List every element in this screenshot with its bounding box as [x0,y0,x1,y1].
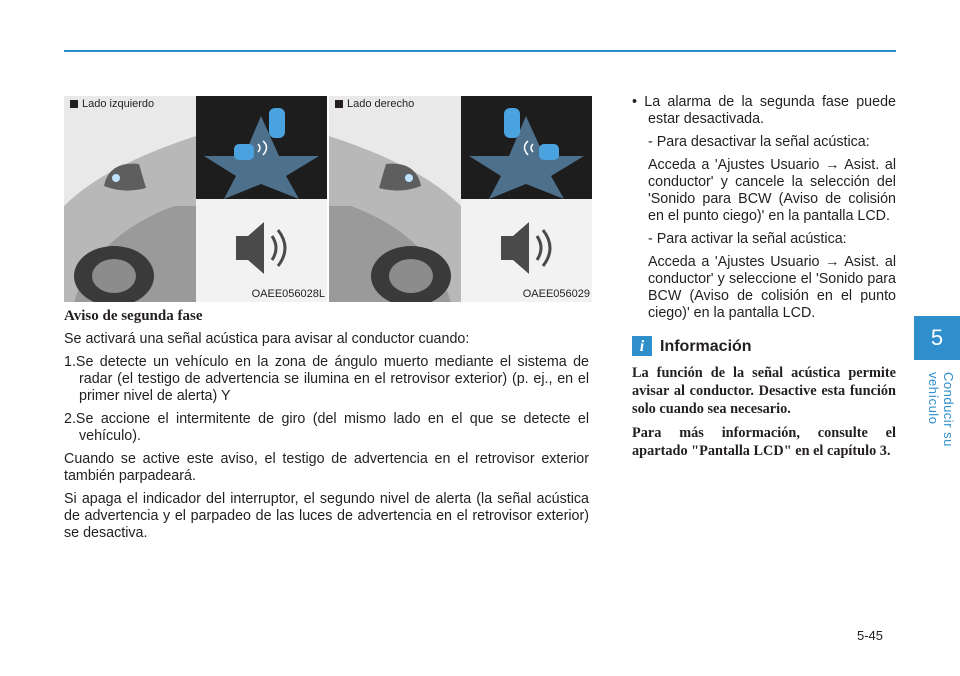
activate-text: Acceda a 'Ajustes Usuario → Asist. al conductor' y seleccione el 'Sonido para BCW (Aviso de colisión en el punto ciego)' en la pantalla LCD. [648,254,896,321]
figure-left-label [70,98,154,110]
bullet-item: • La alarma de la segunda fase puede estar desactivada. [632,94,896,127]
info-icon: i [632,336,652,356]
figure-right-label-text: Lado derecho [347,98,415,110]
section-heading: Aviso de segunda fase [64,308,203,324]
right-column [632,94,896,466]
car-mirror-illustration-left [64,96,327,302]
page-number: 5-45 [857,628,884,643]
body-paragraph: Si apaga el indicador del interruptor, el segundo nivel de alerta (la señal acústica de advertencia y el parpadeo de las luces de advertencia en el retrovisor exterior) se desactiva. [64,491,589,541]
figure-left-side [64,96,327,302]
info-paragraph: La función de la señal acústica permite avisar al conductor. Desactive esta función solo cuando sea necesario. [632,365,896,417]
intro-paragraph: Se activará una señal acústica para avisar al conductor cuando: [64,331,470,347]
list-item: 2.Se accione el intermitente de giro (del mismo lado en el que se detecte el vehículo). [64,411,589,444]
square-bullet-icon [70,100,78,108]
body-paragraph: Cuando se active este aviso, el testigo de advertencia en el retrovisor exterior también parpadeará. [64,451,589,484]
car-mirror-illustration-right [329,96,592,302]
figure-right-label [335,98,414,110]
header-rule [64,50,896,52]
deactivate-title: - Para desactivar la señal acústica: [648,134,870,150]
chapter-tab: 5 [914,316,960,360]
square-bullet-icon [335,100,343,108]
deactivate-text: Acceda a 'Ajustes Usuario → Asist. al conductor' y cancele la selección del 'Sonido para BCW (Aviso de colisión en el punto ciego)' en la pantalla LCD. [648,157,896,224]
list-item: 1.Se detecte un vehículo en la zona de ángulo muerto mediante el sistema de radar (el testigo de advertencia se ilumina en el retrovisor exterior) (p. ej., en el primer nivel de alerta) Y [64,354,589,404]
left-column [64,308,589,548]
info-title: Información [660,337,752,355]
info-paragraph: Para más información, consulte el apartado "Pantalla LCD" en el capítulo 3. [632,425,896,459]
figure-right-code: OAEE056029 [522,288,590,300]
figure-left-code: OAEE056028L [251,288,325,300]
figure-left-label-text: Lado izquierdo [82,98,155,110]
info-header [632,336,896,356]
chapter-title: Conducir su vehículo [926,372,956,447]
activate-title: - Para activar la señal acústica: [648,231,847,247]
figure-right-side [329,96,592,302]
